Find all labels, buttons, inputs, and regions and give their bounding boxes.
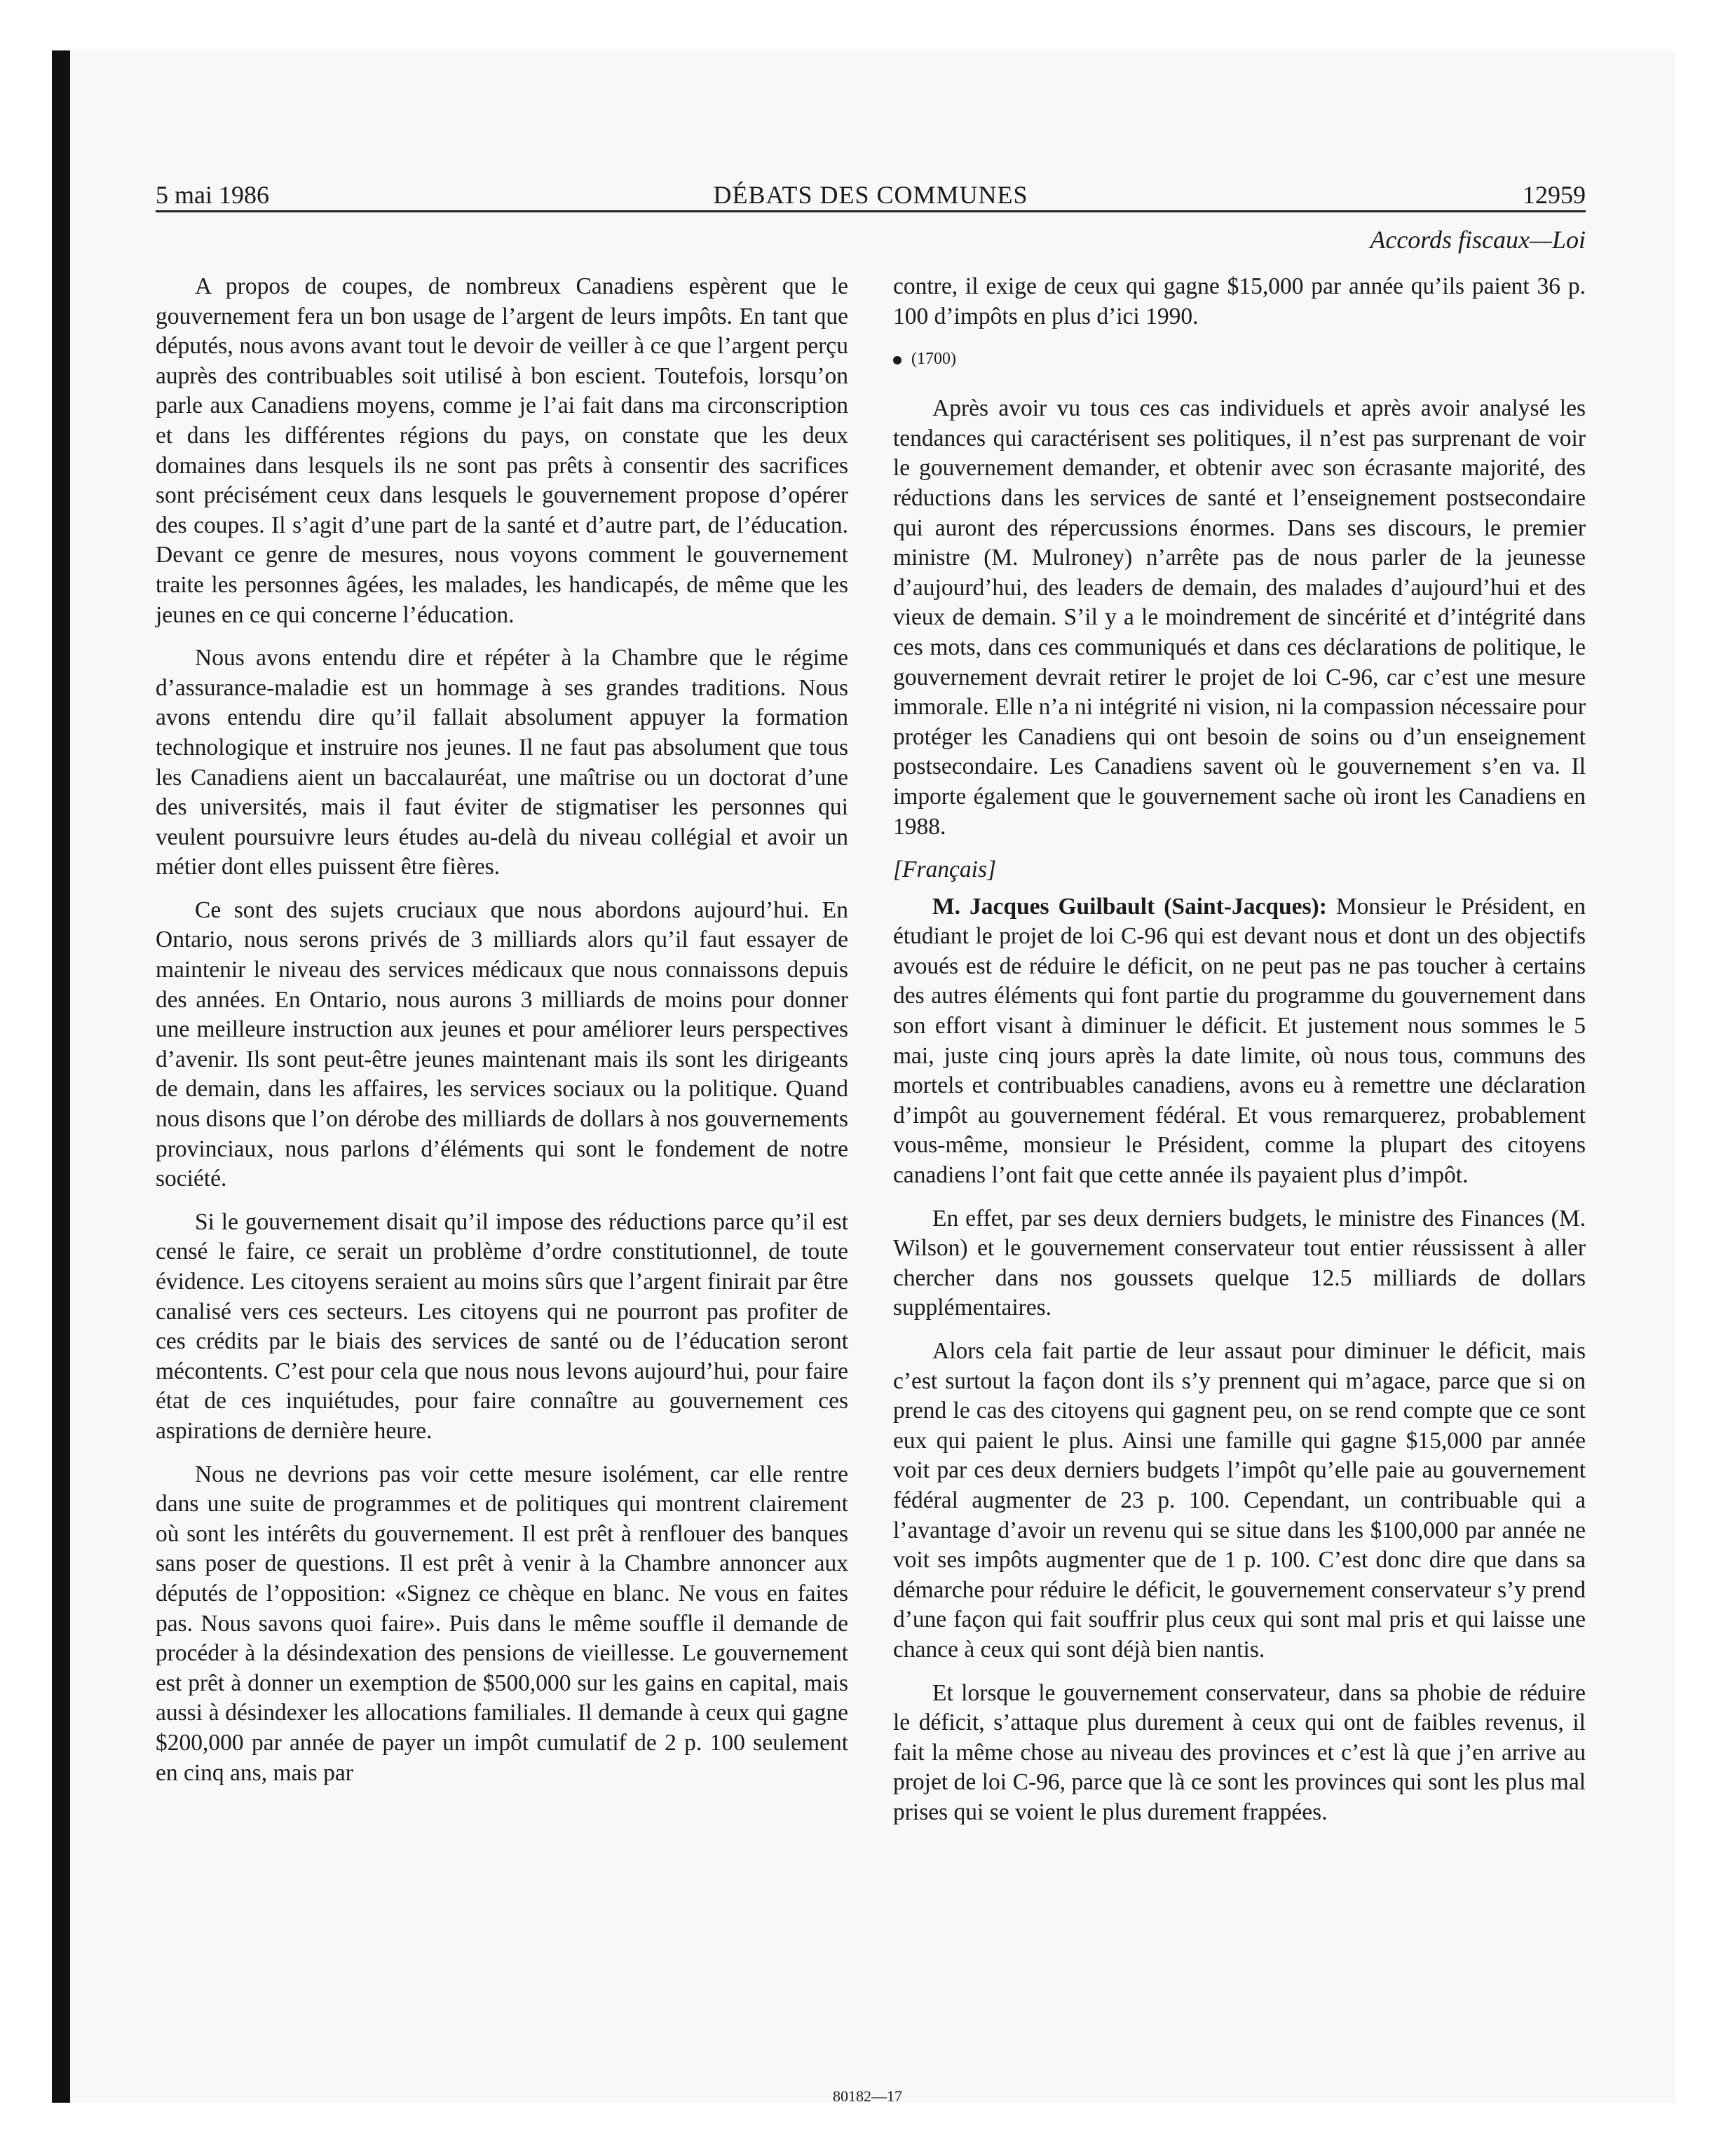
right-column — [893, 272, 1586, 1841]
paragraph: Si le gouvernement disait qu’il impose des réductions parce qu’il est censé le faire, ce serait un problème d’ordre constitutionnel, de toute évidence. Les citoyens seraient au moins sûrs que l’argent finirait par être canalisé vers ces secteurs. Les citoyens qui ne pourront pas profiter de ces crédits par le biais des services de santé ou de l’éducation seront mécontents. C’est pour cela que nous nous levons aujourd’hui, pour faire état de ces inquiétudes, pour faire connaître au gouvernement ces aspirations de dernière heure. — [156, 1208, 848, 1444]
speaker-text: Monsieur le Président, en étudiant le projet de loi C-96 qui est devant nous et dont un des objectifs avoués est de réduire le déficit, on ne peut pas ne pas toucher à certains des autres éléments qui font partie du programme du gouvernement dans son effort visant à diminuer le déficit. Et justement nous sommes le 5 mai, juste cinq jours après la date limite, où nous tous, communs des mortels et contribuables canadiens, avons eu à remettre une déclaration d’impôt au gouvernement fédéral. Et vous remarquerez, probablement vous-même, monsieur le Président, comme la plupart des citoyens canadiens l’ont fait que cette année ils payaient plus d’impôt. — [893, 893, 1586, 1189]
scan-edge-bar — [52, 50, 70, 2103]
paragraph: En effet, par ses deux derniers budgets, le ministre des Finances (M. Wilson) et le gouvernement conservateur tout entier réussissent à aller chercher dans nos goussets quelque 12.5 milliards de dollars supplémentaires. — [893, 1205, 1586, 1321]
page-footer-code: 80182—17 — [833, 2087, 902, 2105]
running-head: Accords fiscaux—Loi — [1370, 226, 1586, 254]
header-journal-title: DÉBATS DES COMMUNES — [713, 181, 1028, 209]
paragraph: A propos de coupes, de nombreux Canadiens espèrent que le gouvernement fera un bon usage de l’argent de leurs impôts. En tant que députés, nous avons avant tout le devoir de veiller à ce que l’argent perçu auprès des contribuables soit utilisé à bon escient. Toutefois, lorsqu’on parle aux Canadiens moyens, comme je l’ai fait dans ma circonscription et dans les différentes régions du pays, on constate que les deux domaines dans lesquels ils ne sont pas prêts à consentir des sacrifices sont précisément ceux dans lesquels le gouvernement propose d’opérer des coupes. Il s’agit d’une part de la santé et d’autre part, de l’éducation. Devant ce genre de mesures, nous voyons comment le gouvernement traite les personnes âgées, les malades, les handicapés, de même que les jeunes en ce qui concerne l’éducation. — [156, 273, 848, 628]
header-page-number: 12959 — [1523, 181, 1586, 209]
bullet-icon — [893, 356, 901, 364]
header-rule — [156, 210, 1586, 212]
paragraph: Alors cela fait partie de leur assaut pour diminuer le déficit, mais c’est surtout la façon dont ils s’y prennent qui m’agace, parce que si on prend le cas des citoyens qui gagnent peu, on se rend compte que ce sont eux qui paient le plus. Ainsi une famille qui gagne $15,000 par année voit par ces deux derniers budgets l’impôt qu’elle paie au gouvernement fédéral augmenter de 23 p. 100. Cependant, un contribuable qui a l’avantage d’avoir un revenu qui se situe dans les $100,000 par année ne voit ses impôts augmenter que de 1 p. 100. C’est donc dire que dans sa démarche pour réduire le déficit, le gouvernement conservateur s’y prend d’une façon qui fait souffrir plus ceux qui sont mal pris et qui laisse une chance à ceux qui sont déjà bien nantis. — [893, 1338, 1586, 1663]
paragraph: Nous ne devrions pas voir cette mesure isolément, car elle rentre dans une suite de programmes et de politiques qui montrent clairement où sont les intérêts du gouvernement. Il est prêt à renflouer des banques sans poser de questions. Il est prêt à venir à la Chambre annoncer aux députés de l’opposition: «Signez ce chèque en blanc. Ne vous en faites pas. Nous savons quoi faire». Puis dans le même souffle il demande de procéder à la désindexation des pensions de vieillesse. Le gouvernement est prêt à donner un exemption de $500,000 sur les gains en capital, mais aussi à désindexer les allocations familiales. Il demande à ceux qui gagne $200,000 par année de payer un impôt cumulatif de 2 p. 100 seulement en cinq ans, mais par — [156, 1461, 848, 1786]
paragraph: Nous avons entendu dire et répéter à la Chambre que le régime d’assurance-maladie est un hommage à ses grandes traditions. Nous avons entendu dire qu’il fallait absolument appuyer la formation technologique et instruire nos jeunes. Il ne faut pas absolument que tous les Canadiens aient un baccalauréat, une maîtrise ou un doctorat d’une des universités, mais il faut éviter de stigmatiser les personnes qui veulent poursuivre leurs études au-delà du niveau collégial et avoir un métier dont elles puissent être fières. — [156, 645, 848, 880]
speaker-paragraph — [893, 892, 1586, 1191]
continued-paragraph: contre, il exige de ceux qui gagne $15,000 par année qu’ils paient 36 p. 100 d’impôts en plus d’ici 1990. — [893, 273, 1586, 329]
left-column — [156, 272, 848, 1801]
time-marker-label: (1700) — [911, 350, 956, 369]
paragraph: Et lorsque le gouvernement conservateur, dans sa phobie de réduire le déficit, s’attaque plus durement à ceux qui ont de faibles revenus, il fait la même chose au niveau des provinces et c’est là que j’en arrive au projet de loi C-96, parce que là ce sont les provinces qui sont les plus mal prises qui se voient le plus durement frappées. — [893, 1679, 1586, 1825]
header-date: 5 mai 1986 — [156, 181, 269, 209]
paragraph: Ce sont des sujets cruciaux que nous abordons aujourd’hui. En Ontario, nous serons privés de 3 milliards alors qu’il faut essayer de maintenir le niveau des services médicaux que nous connaissons depuis des années. En Ontario, nous aurons 3 milliards de moins pour donner une meilleure instruction aux jeunes et pour améliorer leurs perspectives d’avenir. Ils sont peut-être jeunes maintenant mais ils sont les dirigeants de demain, dans les affaires, les services sociaux ou la politique. Quand nous disons que l’on dérobe des milliards de dollars à nos gouvernements provinciaux, nous parlons d’éléments qui sont le fondement de notre société. — [156, 896, 848, 1192]
speaker-name: M. Jacques Guilbault (Saint-Jacques): — [932, 893, 1327, 920]
page-header — [156, 177, 1586, 213]
language-note: [Français] — [893, 857, 997, 883]
time-marker — [893, 345, 1586, 373]
paragraph: Après avoir vu tous ces cas individuels et après avoir analysé les tendances qui caractérisent ses politiques, il n’est pas surprenant de voir le gouvernement demander, et obtenir avec son écrasante majorité, des réductions dans les services de santé et l’enseignement postsecondaire qui auront des répercussions énormes. Dans ses discours, le premier ministre (M. Mulroney) n’arrête pas de nous parler de la jeunesse d’aujourd’hui, des leaders de demain, des malades d’aujourd’hui et des vieux de demain. S’il y a le moindrement de sincérité et d’intégrité dans ces mots, dans ces communiqués et dans ces déclarations de politique, le gouvernement devrait retirer le projet de loi C-96, car c’est une mesure immorale. Elle n’a ni intégrité ni vision, ni la compassion nécessaire pour protéger les Canadiens qui ont besoin de soins ou d’un enseignement postsecondaire. Les Canadiens savent où le gouvernement s’en va. Il importe également que le gouvernement sache où iront les Canadiens en 1988. — [893, 395, 1586, 840]
